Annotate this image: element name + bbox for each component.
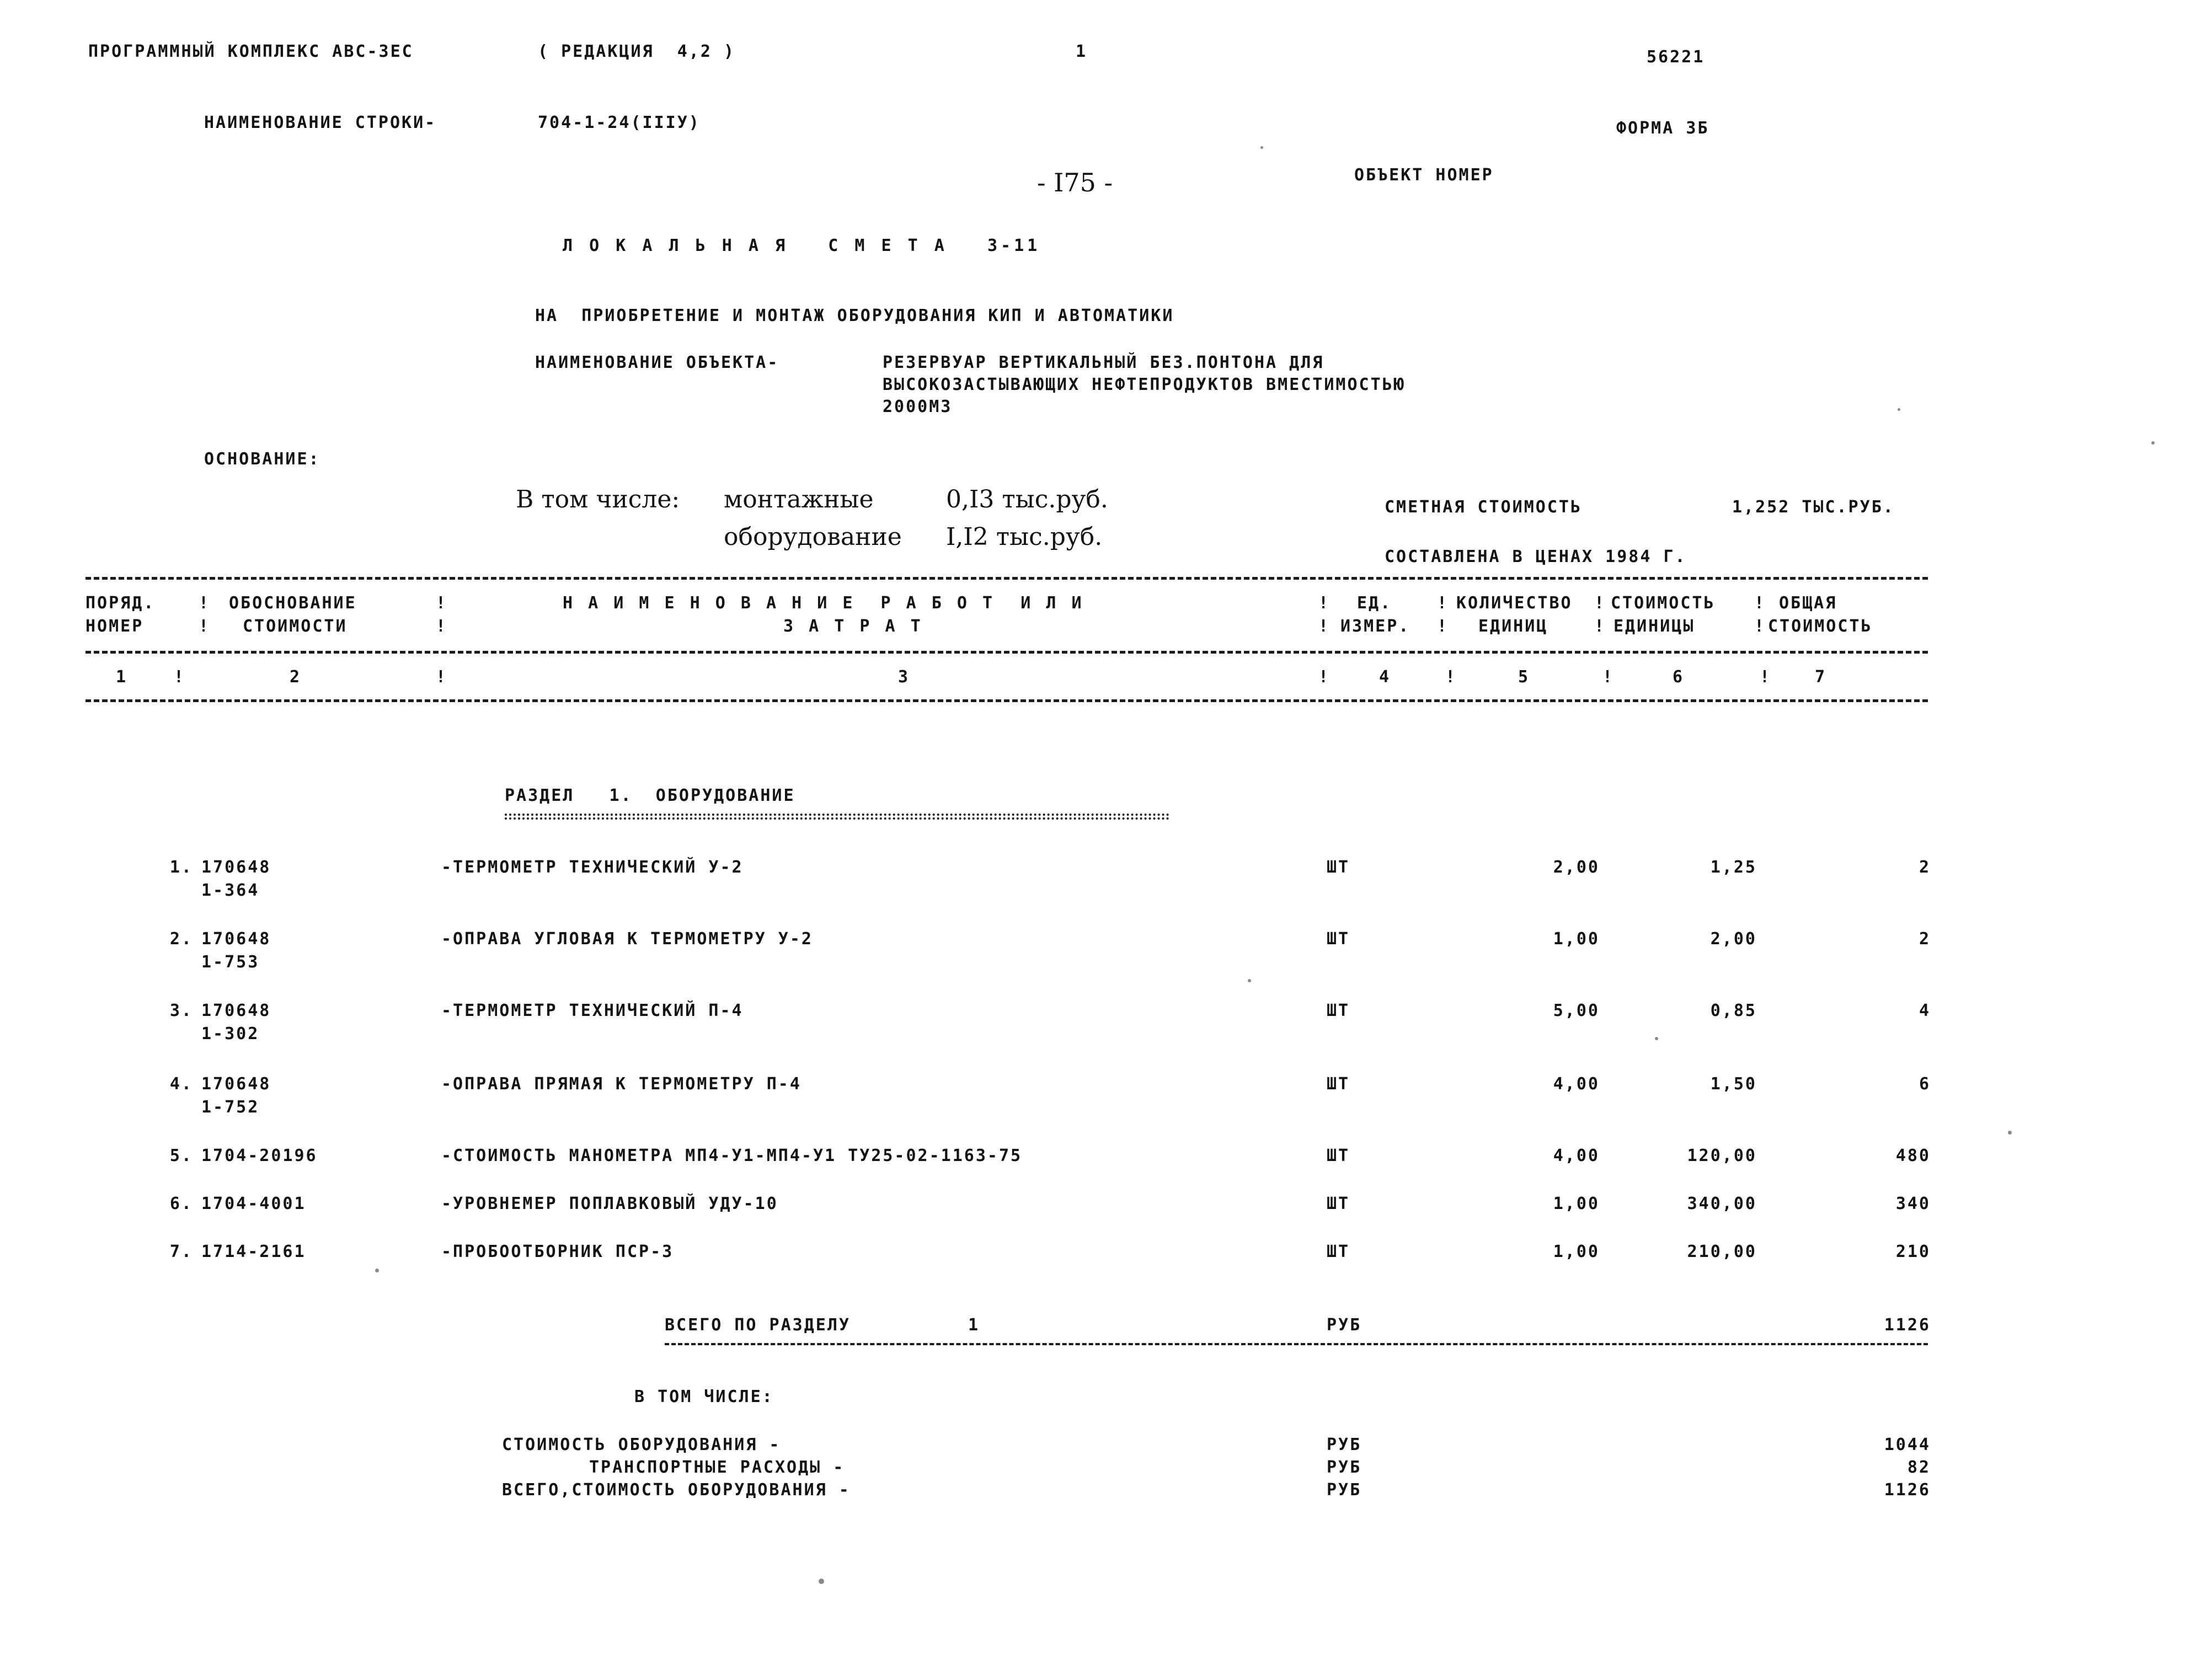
form-label: ФОРМА 3Б [1616, 119, 1709, 138]
row-unit-price: 340,00 [1687, 1194, 1757, 1213]
equipment-value: I,I2 тыс.руб. [946, 523, 1103, 551]
row-quantity: 2,00 [1553, 858, 1600, 877]
row-quantity: 4,00 [1553, 1146, 1600, 1165]
col-header-qty-2: ЕДИНИЦ [1478, 617, 1548, 636]
program-edition: ( РЕДАКЦИЯ 4,2 ) [538, 42, 736, 61]
row-name: -ПРОБООТБОРНИК ПСР-3 [441, 1242, 674, 1261]
row-total: 4 [1919, 1001, 1931, 1020]
scan-speck [2008, 1131, 2012, 1135]
header-separator: ! [1754, 593, 1766, 613]
row-number: 4. [169, 1074, 193, 1094]
row-number: 7. [169, 1242, 193, 1261]
object-name-label: НАИМЕНОВАНИЕ ОБЪЕКТА- [535, 353, 779, 372]
row-unit: ШТ [1327, 1242, 1350, 1261]
row-quantity: 5,00 [1553, 1001, 1600, 1020]
estimate-purpose: НА ПРИОБРЕТЕНИЕ И МОНТАЖ ОБОРУДОВАНИЯ КИП И АВТОМАТИКИ [535, 306, 1174, 325]
section-total-value: 1126 [1884, 1315, 1931, 1335]
scan-speck [1655, 1037, 1658, 1040]
scan-speck [1248, 979, 1251, 982]
row-name: -ОПРАВА УГЛОВАЯ К ТЕРМОМЕТРУ У-2 [441, 929, 813, 949]
header-separator: ! [199, 617, 211, 636]
row-code-secondary: 1-752 [201, 1098, 260, 1117]
row-unit-price: 2,00 [1710, 929, 1757, 949]
header-separator: ! [1437, 593, 1449, 613]
program-name: ПРОГРАММНЫЙ КОМПЛЕКС АВС-ЗЕС [88, 42, 414, 61]
row-code-secondary: 1-302 [201, 1024, 260, 1044]
header-bottom-rule [86, 699, 1928, 702]
scan-speck [819, 1579, 824, 1584]
header-separator: ! [1318, 617, 1331, 636]
row-unit-price: 1,25 [1710, 858, 1757, 877]
row-name-value: 704-1-24(IIIУ) [538, 113, 701, 132]
header-separator: ! [1318, 667, 1331, 687]
col-header-unit-2: ИЗМЕР. [1340, 617, 1410, 636]
row-total: 6 [1919, 1074, 1931, 1094]
section-total-number: 1 [968, 1315, 980, 1335]
row-total: 210 [1895, 1242, 1931, 1261]
header-separator: ! [436, 667, 448, 687]
row-code: 1704-4001 [201, 1194, 306, 1213]
col-header-total-2: СТОИМОСТЬ [1768, 617, 1873, 636]
row-name: -УРОВНЕМЕР ПОПЛАВКОВЫЙ УДУ-10 [441, 1194, 778, 1213]
col-header-basis-2: СТОИМОСТИ [243, 617, 348, 636]
total-equipment-unit: РУБ [1327, 1480, 1362, 1500]
header-separator: ! [436, 617, 448, 636]
row-unit-price: 120,00 [1687, 1146, 1757, 1165]
header-separator: ! [1602, 667, 1615, 687]
row-number: 3. [169, 1001, 193, 1020]
header-mid-rule [86, 651, 1928, 654]
estimated-cost-label: СМЕТНАЯ СТОИМОСТЬ [1385, 497, 1583, 517]
section-total-rule [665, 1343, 1928, 1345]
row-unit: ШТ [1327, 929, 1350, 949]
transport-cost-label: ТРАНСПОРТНЫЕ РАСХОДЫ - [589, 1458, 845, 1477]
row-name: -СТОИМОСТЬ МАНОМЕТРА МП4-У1-МП4-У1 ТУ25-02-1163-75 [441, 1146, 1023, 1165]
header-separator: ! [436, 593, 448, 613]
header-separator: ! [1594, 593, 1606, 613]
col-number: 3 [898, 667, 910, 687]
prices-note: СОСТАВЛЕНА В ЦЕНАХ 1984 Г. [1385, 547, 1687, 566]
row-total: 2 [1919, 858, 1931, 877]
row-code: 1714-2161 [201, 1242, 306, 1261]
row-code: 170648 [201, 929, 271, 949]
document-title: Л О К А Л Ь Н А Я С М Е Т А 3-11 [563, 236, 1041, 255]
header-separator: ! [199, 593, 211, 613]
col-header-name-2: З А Т Р А Т [783, 617, 923, 636]
total-equipment-value: 1126 [1884, 1480, 1931, 1500]
section-total-label: ВСЕГО ПО РАЗДЕЛУ [665, 1315, 851, 1335]
row-quantity: 1,00 [1553, 929, 1600, 949]
equipment-cost-unit: РУБ [1327, 1435, 1362, 1454]
col-number: 4 [1379, 667, 1391, 687]
header-separator: ! [1594, 617, 1606, 636]
col-header-total-1: ОБЩАЯ [1779, 593, 1837, 613]
document-code: 56221 [1647, 47, 1705, 67]
row-code: 1704-20196 [201, 1146, 318, 1165]
row-quantity: 1,00 [1553, 1242, 1600, 1261]
row-code: 170648 [201, 858, 271, 877]
row-code: 170648 [201, 1074, 271, 1094]
row-unit-price: 1,50 [1710, 1074, 1757, 1094]
col-header-order-1: ПОРЯД. [86, 593, 156, 613]
col-header-price-2: ЕДИНИЦЫ [1613, 617, 1695, 636]
col-header-order-2: НОМЕР [86, 617, 144, 636]
transport-cost-unit: РУБ [1327, 1458, 1362, 1477]
row-unit-price: 0,85 [1710, 1001, 1757, 1020]
row-name: -ТЕРМОМЕТР ТЕХНИЧЕСКИЙ У-2 [441, 858, 744, 877]
header-separator: ! [1437, 617, 1449, 636]
including-intro: В том числе: [516, 485, 680, 513]
row-total: 480 [1895, 1146, 1931, 1165]
row-quantity: 1,00 [1553, 1194, 1600, 1213]
equipment-label: оборудование [724, 523, 902, 551]
row-name: -ТЕРМОМЕТР ТЕХНИЧЕСКИЙ П-4 [441, 1001, 744, 1020]
col-number: 5 [1518, 667, 1530, 687]
header-separator: ! [1754, 617, 1766, 636]
section-total-unit: РУБ [1327, 1315, 1362, 1335]
col-number: 2 [290, 667, 302, 687]
col-header-basis-1: ОБОСНОВАНИЕ [229, 593, 357, 613]
scan-speck [1898, 408, 1900, 411]
col-header-price-1: СТОИМОСТЬ [1611, 593, 1716, 613]
object-number-label: ОБЪЕКТ НОМЕР [1354, 165, 1494, 185]
equipment-cost-label: СТОИМОСТЬ ОБОРУДОВАНИЯ - [502, 1435, 781, 1454]
estimated-cost-value: 1,252 ТЫС.РУБ. [1732, 497, 1895, 517]
section-underline [505, 814, 1169, 820]
row-quantity: 4,00 [1553, 1074, 1600, 1094]
row-unit: ШТ [1327, 858, 1350, 877]
object-name-line-3: 2000М3 [883, 397, 953, 416]
page-number: - I75 - [1037, 168, 1113, 197]
row-unit: ШТ [1327, 1074, 1350, 1094]
row-code: 170648 [201, 1001, 271, 1020]
col-number: 7 [1815, 667, 1827, 687]
row-total: 2 [1919, 929, 1931, 949]
table-top-rule [86, 577, 1928, 580]
total-equipment-label: ВСЕГО,СТОИМОСТЬ ОБОРУДОВАНИЯ - [502, 1480, 851, 1500]
col-number: 1 [116, 667, 128, 687]
header-separator: ! [1760, 667, 1772, 687]
row-unit-price: 210,00 [1687, 1242, 1757, 1261]
row-unit: ШТ [1327, 1194, 1350, 1213]
col-header-name-1: Н А И М Е Н О В А Н И Е Р А Б О Т И Л И [563, 593, 1084, 613]
installation-value: 0,I3 тыс.руб. [946, 485, 1108, 513]
row-number: 6. [169, 1194, 193, 1213]
row-number: 1. [169, 858, 193, 877]
object-name-line-2: ВЫСОКОЗАСТЫВАЮЩИХ НЕФТЕПРОДУКТОВ ВМЕСТИМОСТЬЮ [883, 375, 1406, 394]
row-number: 2. [169, 929, 193, 949]
installation-label: монтажные [724, 485, 874, 513]
sheet-number: 1 [1076, 42, 1088, 61]
row-name-label: НАИМЕНОВАНИЕ СТРОКИ- [204, 113, 437, 132]
scan-speck [375, 1269, 379, 1272]
section-title: РАЗДЕЛ 1. ОБОРУДОВАНИЕ [505, 786, 795, 805]
object-name-line-1: РЕЗЕРВУАР ВЕРТИКАЛЬНЫЙ БЕЗ.ПОНТОНА ДЛЯ [883, 353, 1324, 372]
row-number: 5. [169, 1146, 193, 1165]
row-name: -ОПРАВА ПРЯМАЯ К ТЕРМОМЕТРУ П-4 [441, 1074, 802, 1094]
equipment-cost-value: 1044 [1884, 1435, 1931, 1454]
scan-speck [1260, 146, 1263, 149]
header-separator: ! [1318, 593, 1331, 613]
transport-cost-value: 82 [1907, 1458, 1931, 1477]
including-label: В ТОМ ЧИСЛЕ: [634, 1387, 774, 1406]
row-total: 340 [1895, 1194, 1931, 1213]
basis-label: ОСНОВАНИЕ: [204, 450, 320, 469]
row-unit: ШТ [1327, 1146, 1350, 1165]
col-header-qty-1: КОЛИЧЕСТВО [1456, 593, 1573, 613]
header-separator: ! [174, 667, 186, 687]
row-code-secondary: 1-753 [201, 953, 260, 972]
col-number: 6 [1673, 667, 1685, 687]
col-header-unit-1: ЕД. [1357, 593, 1392, 613]
row-code-secondary: 1-364 [201, 881, 260, 900]
scan-speck [2151, 441, 2155, 445]
header-separator: ! [1445, 667, 1457, 687]
row-unit: ШТ [1327, 1001, 1350, 1020]
